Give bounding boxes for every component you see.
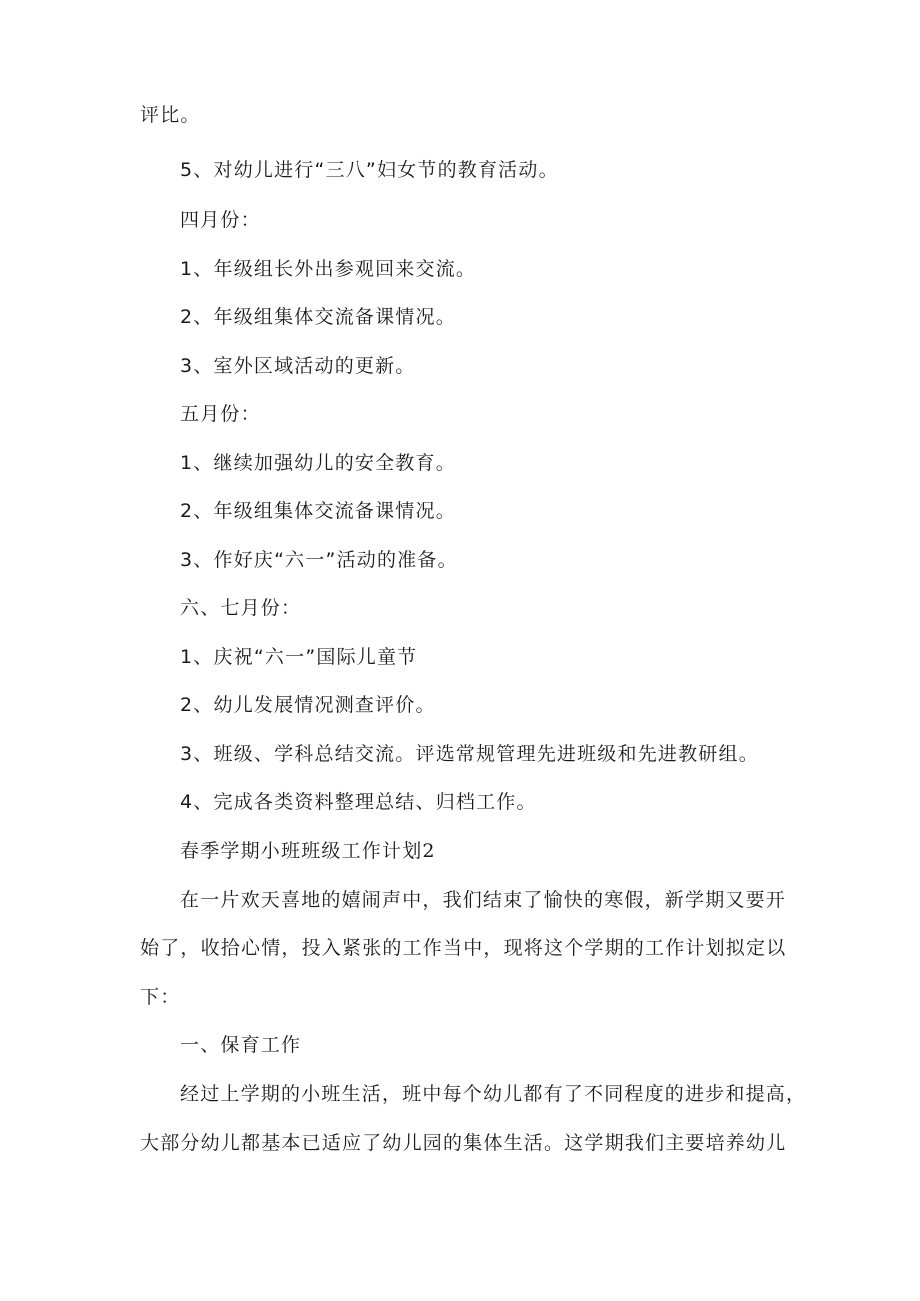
- section-title: 春季学期小班班级工作计划2: [180, 840, 436, 862]
- list-item: 1、庆祝“六一”国际儿童节: [180, 646, 418, 668]
- paragraph-line: 大部分幼儿都基本已适应了幼儿园的集体生活。这学期我们主要培养幼儿: [140, 1132, 787, 1154]
- month-heading-april: 四月份：: [180, 209, 261, 231]
- list-item: 2、年级组集体交流备课情况。: [180, 500, 456, 522]
- month-heading-may: 五月份：: [180, 403, 261, 425]
- paragraph-line: 下：: [140, 986, 181, 1008]
- paragraph-line: 经过上学期的小班生活，班中每个幼儿都有了不同程度的进步和提高，: [180, 1083, 807, 1105]
- list-item: 4、完成各类资料整理总结、归档工作。: [180, 791, 537, 813]
- paragraph-line: 始了，收拾心情，投入紧张的工作当中，现将这个学期的工作计划拟定以: [140, 937, 787, 959]
- list-item: 3、室外区域活动的更新。: [180, 355, 416, 377]
- subheading: 一、保育工作: [180, 1034, 302, 1056]
- list-item: 2、年级组集体交流备课情况。: [180, 306, 456, 328]
- paragraph-line: 在一片欢天喜地的嬉闹声中，我们结束了愉快的寒假，新学期又要开: [180, 889, 787, 911]
- month-heading-june-july: 六、七月份：: [180, 597, 302, 619]
- list-item: 1、年级组长外出参观回来交流。: [180, 258, 477, 280]
- list-item: 1、继续加强幼儿的安全教育。: [180, 452, 456, 474]
- list-item: 5、对幼儿进行“三八”妇女节的教育活动。: [180, 159, 559, 181]
- list-item: 3、作好庆“六一”活动的准备。: [180, 549, 458, 571]
- list-item: 3、班级、学科总结交流。评选常规管理先进班级和先进教研组。: [180, 743, 759, 765]
- list-item: 2、幼儿发展情况测查评价。: [180, 694, 436, 716]
- continued-text: 评比。: [140, 104, 201, 126]
